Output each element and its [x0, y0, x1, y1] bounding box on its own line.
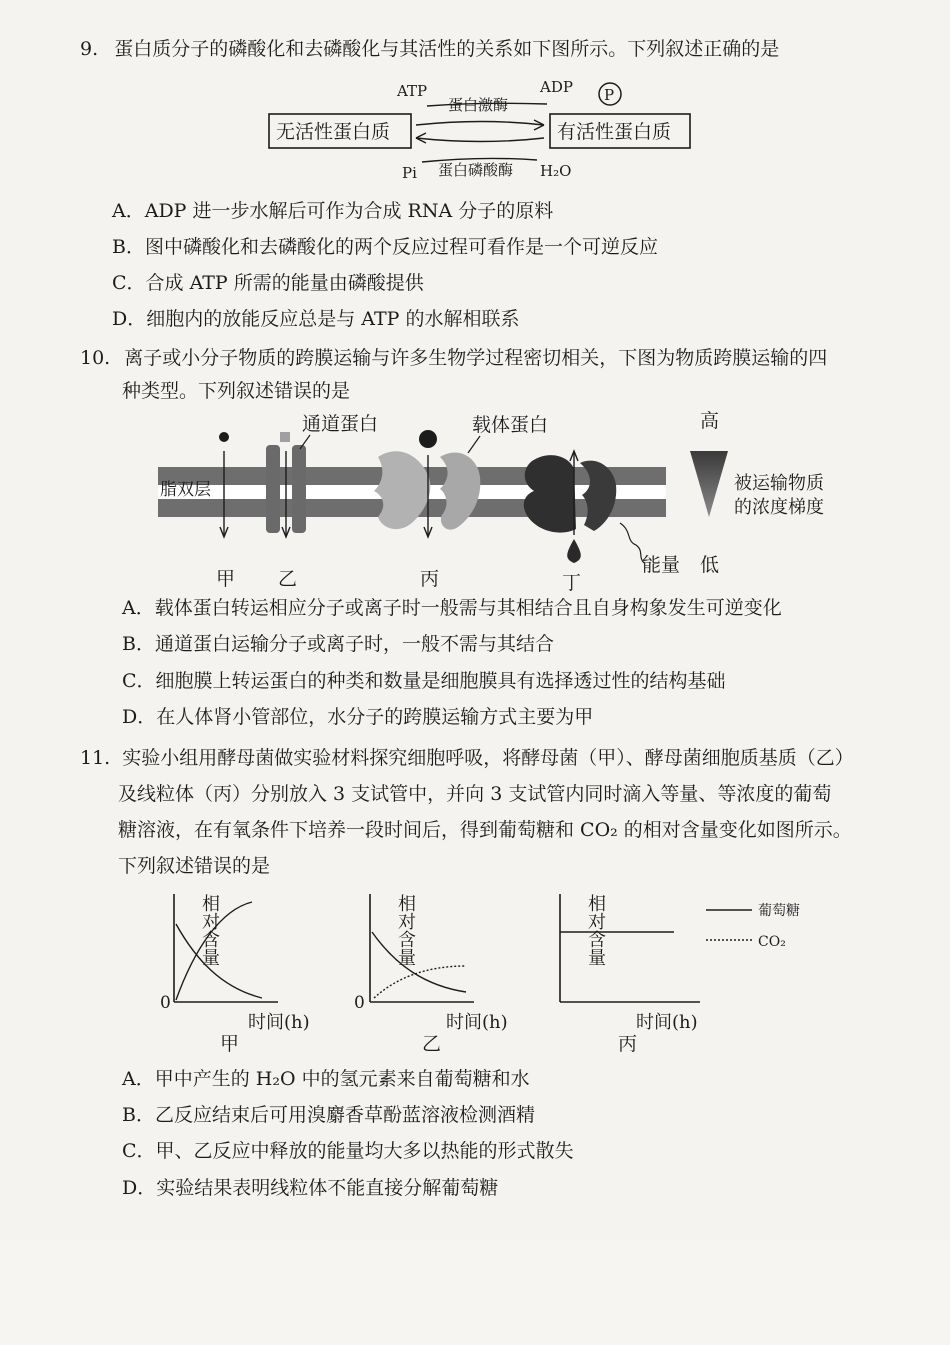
- q11-yi-ylabel-text: 相对含量: [344, 894, 416, 915]
- q9-adp-label: ADP: [540, 78, 573, 96]
- q9-option-a: A．ADP 进一步水解后可作为合成 RNA 分子的原料: [112, 200, 554, 222]
- q9-inactive-label: 无活性蛋白质: [276, 121, 391, 143]
- q9-atp-label: ATP: [397, 82, 428, 100]
- q11-yi-ylabel: [344, 894, 416, 966]
- q11-legend-co2-label: CO₂: [758, 934, 786, 950]
- q11-panel-yi: [344, 894, 508, 1055]
- q11-jia-co2-curve: [176, 902, 252, 1000]
- q10-energy-drop: [567, 539, 581, 563]
- q10-option-b: B．通道蛋白运输分子或离子时，一般不需与其结合: [122, 633, 554, 655]
- q11-jia-ylabel: [148, 894, 220, 966]
- q9-forward-arrow: [416, 122, 544, 126]
- q9-active-label: 有活性蛋白质: [557, 121, 672, 143]
- q11-stem-3: 糖溶液，在有氧条件下培养一段时间后，得到葡萄糖和 CO₂ 的相对含量变化如图所示。: [118, 819, 852, 841]
- q10-carrier-label: 载体蛋白: [472, 414, 549, 436]
- q10-lipid-label: 脂双层: [160, 480, 211, 500]
- q9-reverse-arrow: [416, 138, 544, 142]
- q11-bing-ylabel-text: 相对含量: [534, 894, 606, 915]
- q10-option-c: C．细胞膜上转运蛋白的种类和数量是细胞膜具有选择透过性的结构基础: [122, 670, 726, 692]
- q10-energy-pointer: [620, 523, 644, 563]
- q11-yi-co2-curve: [374, 966, 466, 998]
- q10-gradient-triangle: [690, 451, 728, 517]
- q10-channel-left: [266, 445, 280, 533]
- q9-number: 9.: [80, 38, 99, 60]
- q10-carrier-right-half: [440, 453, 480, 530]
- q9-stem: [80, 36, 779, 62]
- q10-stem-2: 种类型。下列叙述错误的是: [122, 380, 351, 402]
- q9-option-d: D．细胞内的放能反应总是与 ATP 的水解相联系: [112, 308, 520, 330]
- q11-panel-jia: [148, 894, 310, 1055]
- q10-stem-1: [80, 345, 827, 371]
- q10-stem-text-1: 离子或小分子物质的跨膜运输与许多生物学过程密切相关，下图为物质跨膜运输的四: [124, 347, 828, 369]
- q11-figure: [140, 880, 840, 1060]
- q10-energy-label: 能量: [642, 554, 681, 576]
- q11-yi-glucose-curve: [372, 932, 466, 992]
- q11-bing-xlabel: 时间(h): [636, 1012, 698, 1033]
- q10-carrier-pointer: [468, 436, 480, 453]
- q11-legend-glucose-label: 葡萄糖: [758, 903, 800, 919]
- q10-channel-label: 通道蛋白: [302, 413, 379, 435]
- q9-kinase-label: 蛋白激酶: [448, 96, 509, 114]
- q11-stem-1: [80, 745, 854, 771]
- q11-option-c: C．甲、乙反应中释放的能量均大多以热能的形式散失: [122, 1140, 574, 1162]
- q10-number: 10.: [80, 347, 111, 369]
- q11-number: 11.: [80, 747, 111, 769]
- q9-stem-text: 蛋白质分子的磷酸化和去磷酸化与其活性的关系如下图所示。下列叙述正确的是: [114, 38, 780, 60]
- q10-figure: [150, 405, 870, 595]
- q11-stem-text-1: 实验小组用酵母菌做实验材料探究细胞呼吸，将酵母菌（甲）、酵母菌细胞质基质（乙）: [122, 747, 854, 769]
- q11-panel-bing: [534, 894, 800, 1055]
- q11-option-a: A．甲中产生的 H₂O 中的氢元素来自葡萄糖和水: [122, 1068, 530, 1090]
- q10-option-d: D．在人体肾小管部位，水分子的跨膜运输方式主要为甲: [122, 706, 594, 728]
- q9-phosphatase-label: 蛋白磷酸酶: [438, 161, 514, 179]
- q10-carrier-dark-left: [524, 455, 576, 533]
- q10-gradient-label-1: 被运输物质: [734, 473, 824, 494]
- q10-molecule-yi: [280, 432, 290, 442]
- q10-label-yi: 乙: [278, 568, 298, 590]
- q11-jia-glucose-curve: [176, 924, 262, 998]
- q10-channel-right: [292, 445, 306, 533]
- q11-yi-origin: 0: [354, 993, 365, 1013]
- q9-pi-label: Pi: [402, 164, 417, 182]
- q9-option-c: C．合成 ATP 所需的能量由磷酸提供: [112, 272, 424, 294]
- q10-molecule-bing: [419, 430, 437, 448]
- q11-option-d: D．实验结果表明线粒体不能直接分解葡萄糖: [122, 1177, 499, 1199]
- q11-bing-ylabel: [534, 894, 606, 966]
- q9-option-b: B．图中磷酸化和去磷酸化的两个反应过程可看作是一个可逆反应: [112, 236, 658, 258]
- q11-yi-xlabel: 时间(h): [446, 1012, 508, 1033]
- q10-carrier-left-half: [374, 451, 430, 529]
- q9-figure: [262, 74, 702, 186]
- q9-h2o-label: H₂O: [540, 162, 572, 180]
- q11-option-b: B．乙反应结束后可用溴麝香草酚蓝溶液检测酒精: [122, 1104, 535, 1126]
- q10-high-label: 高: [700, 410, 720, 432]
- q10-option-a: A．载体蛋白转运相应分子或离子时一般需与其相结合且自身构象发生可逆变化: [122, 597, 782, 619]
- q11-yi-title: 乙: [422, 1033, 442, 1055]
- q10-low-label: 低: [700, 554, 720, 576]
- q10-label-jia: 甲: [216, 568, 236, 590]
- q9-p-label: P: [604, 86, 615, 104]
- q11-jia-ylabel-text: 相对含量: [148, 894, 220, 915]
- q11-jia-title: 甲: [220, 1033, 240, 1055]
- q11-jia-xlabel: 时间(h): [248, 1012, 310, 1033]
- q10-label-bing: 丙: [420, 568, 440, 590]
- q11-jia-origin: 0: [160, 993, 171, 1013]
- q11-stem-2: 及线粒体（丙）分别放入 3 支试管中，并向 3 支试管内同时滴入等量、等浓度的葡萄: [118, 783, 832, 805]
- q10-gradient-label-2: 的浓度梯度: [734, 497, 824, 518]
- q11-bing-title: 丙: [618, 1033, 638, 1055]
- q11-stem-4: 下列叙述错误的是: [118, 855, 271, 877]
- q10-label-ding: 丁: [562, 572, 582, 594]
- page-bottom-margin: [0, 1240, 950, 1345]
- q10-molecule-jia: [219, 432, 229, 442]
